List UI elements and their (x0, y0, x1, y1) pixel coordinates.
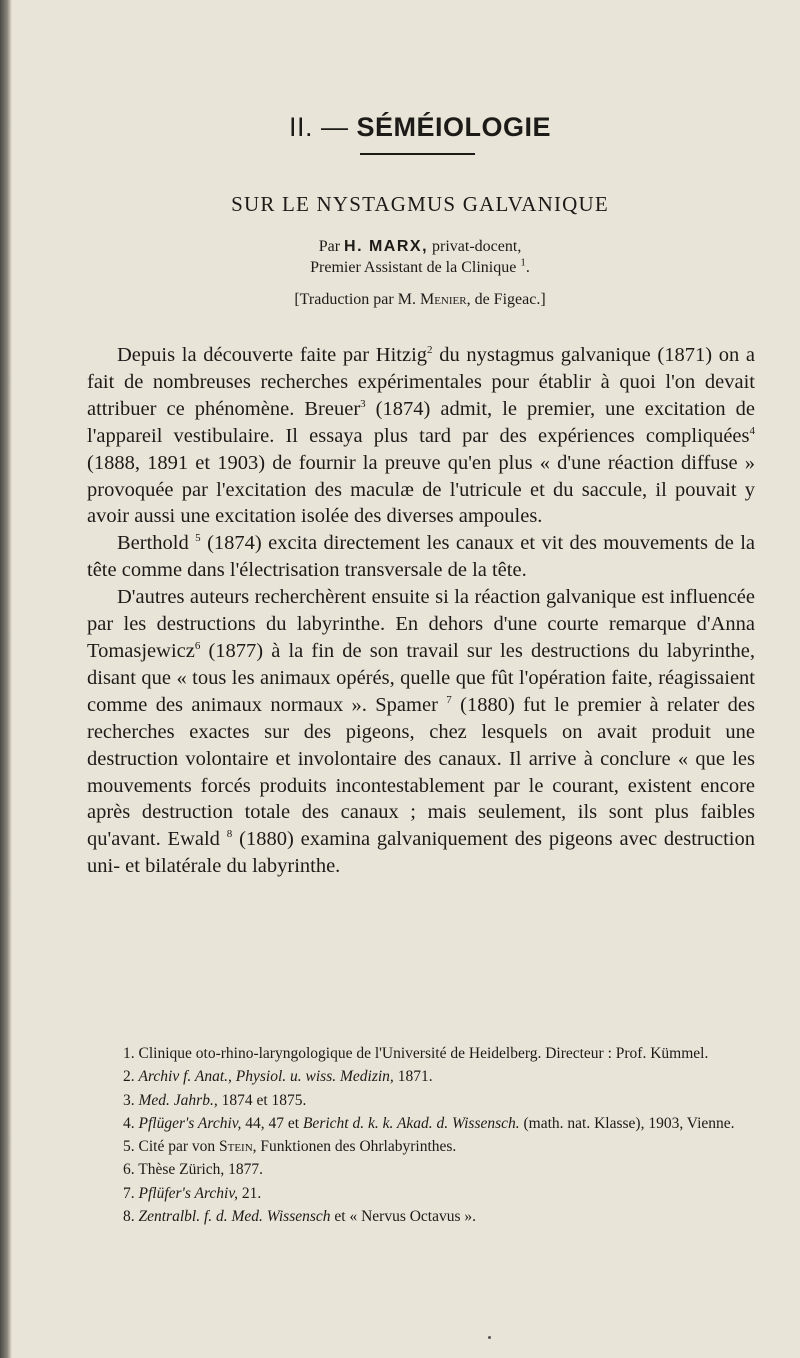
text-run: (1888, 1891 et 1903) de fournir la preuve qu'en plus « d'une réaction diffuse » provoquée par l'excitation des maculæ de l'utricule et du saccule, il pouvait y avoir aussi une excitation isolée des diverses ampoules. (87, 451, 755, 528)
byline-line-2 (85, 257, 755, 278)
text-run: (1880) fut le premier à relater des recherches exactes sur des pigeons, chez lesquels on avait produit une destruction volontaire et involontaire des canaux. Il arrive à conclure « que les mouvements forcés produits incontestablement par le courant, existent encore après destruction totale des canaux ; mais seulement, ils sont plus faibles qu'avant. Ewald (87, 693, 756, 851)
footnote-citation: Archiv f. Anat., Physiol. u. wiss. Medizin, (138, 1068, 394, 1086)
footnote-text: Funktionen des Ohrlabyrinthes. (256, 1138, 457, 1156)
footnote-citation: Pflüfer's Archiv, (138, 1184, 238, 1202)
footnote-number: 8. (123, 1208, 135, 1226)
footnote-number: 1. (123, 1045, 135, 1062)
section-title: SÉMÉIOLOGIE (356, 112, 552, 142)
footnote (85, 1042, 755, 1065)
footnote-text: 1874 et 1875. (217, 1091, 307, 1109)
paragraph (87, 530, 755, 584)
heading-rule (360, 153, 475, 155)
page-binding-edge (0, 0, 12, 1358)
footnote-text: Cité par von (138, 1138, 219, 1156)
footnote-ref: 8 (226, 828, 233, 841)
text-run: D'autres auteurs recherchèrent ensuite si la réaction galvanique est influencée par les destructions du labyrinthe. En dehors d'une courte remarque d'Anna Tomasjewicz (87, 586, 755, 662)
printer-mark (488, 1336, 491, 1339)
footnote-text: (math. nat. Klasse), 1903, Vienne. (519, 1114, 735, 1132)
footnote-ref: 3 (360, 397, 366, 410)
author-role: privat-docent, (432, 238, 522, 255)
footnote-text: et « Nervus Octavus ». (330, 1208, 477, 1226)
footnote-citation: Pflüger's Archiv, (138, 1114, 242, 1132)
footnote (85, 1205, 755, 1228)
footnote-text: 1871. (393, 1068, 433, 1086)
author-name: H. MARX, (344, 238, 429, 255)
footnote-text: Clinique oto-rhino-laryngologique de l'Université de Heidelberg. Directeur : Prof. Kümmel. (138, 1045, 709, 1062)
footnote (85, 1182, 755, 1205)
footnote-ref: 7 (446, 693, 452, 706)
footnote-number: 6. (123, 1161, 135, 1179)
footnote-number: 4. (123, 1114, 135, 1132)
footnote-text: Thèse Zürich, 1877. (138, 1161, 264, 1179)
translator-name: Menier, (419, 291, 471, 308)
paragraph (87, 584, 755, 880)
author-affiliation: Premier Assistant de la Clinique (310, 259, 517, 276)
paragraph (87, 342, 755, 530)
footnote-ref: 4 (749, 424, 755, 437)
footnote (85, 1065, 755, 1088)
footnote-author: Stein, (219, 1138, 257, 1156)
article-title: SUR LE NYSTAGMUS GALVANIQUE (231, 192, 609, 216)
text-run: Berthold (117, 532, 189, 555)
footnote-citation: Zentralbl. f. d. Med. Wissensch (138, 1208, 331, 1226)
text-run: (1880) examina galvaniquement des pigeons avec destruction uni- et bilatérale du labyrinthe. (87, 828, 755, 878)
footnote-text: 21. (237, 1184, 262, 1202)
footnote-number: 3. (123, 1091, 135, 1109)
footnote (85, 1135, 755, 1158)
footnote (85, 1112, 755, 1135)
section-heading (85, 112, 755, 143)
text-run: (1874) excita directement les canaux et vit des mouvements de la tête comme dans l'électrisation transversale de la tête. (87, 532, 756, 582)
footnotes (85, 1042, 755, 1228)
text-run: du nystagmus galvanique (1871) on a fait de nombreuses recherches expérimentales pour établir à quoi l'on devait attribuer ce phénomène. Breuer (87, 344, 755, 420)
text-run: Depuis la découverte faite par Hitzig (117, 344, 428, 366)
footnote-ref: 2 (427, 344, 433, 357)
footnote-number: 5. (123, 1138, 135, 1156)
text-run: (1877) à la fin de son travail sur les destructions du labyrinthe, disant que « tous les animaux opérés, quelle que fût l'opération faite, réagissaient comme des animaux normaux ». Spamer (87, 639, 755, 716)
translation-prefix: [Traduction par M. (294, 291, 416, 308)
byline-prefix: Par (318, 238, 341, 255)
footnote-citation: Med. Jahrb., (138, 1091, 218, 1109)
footnote-number: 2. (123, 1068, 135, 1086)
footnote-citation: Bericht d. k. k. Akad. d. Wissensch. (302, 1114, 520, 1132)
text-run: (1874) admit, le premier, une excitation de l'appareil vestibulaire. Il essaya plus tard par des expériences compliquées (87, 397, 755, 447)
footnote-text: 44, 47 et (241, 1114, 303, 1132)
section-numeral: II. — (288, 112, 349, 142)
byline-punct: . (525, 259, 530, 276)
byline (85, 236, 755, 278)
footnote (85, 1158, 755, 1181)
translation-suffix: de Figeac.] (474, 291, 546, 308)
translation-credit (85, 291, 755, 309)
footnote-ref: 6 (194, 640, 201, 653)
footnote-ref: 1 (520, 256, 526, 269)
footnote-ref: 5 (195, 532, 201, 545)
footnote-number: 7. (123, 1184, 135, 1202)
footnote (85, 1089, 755, 1112)
article-body (87, 342, 755, 880)
byline-line-1 (85, 236, 755, 257)
